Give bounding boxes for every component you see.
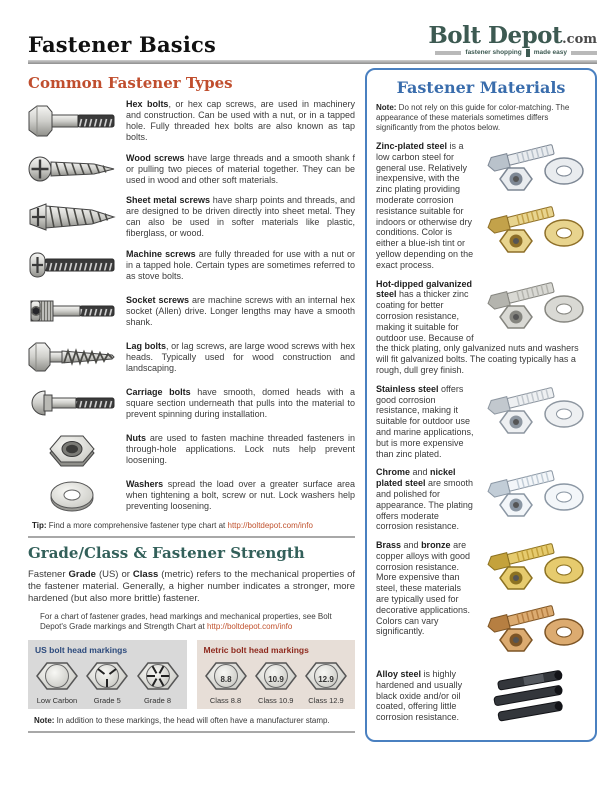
tagline-divider (526, 49, 530, 57)
metric-markings-panel (197, 640, 356, 709)
hex-label: Class 10.9 (258, 696, 294, 705)
title-rule (28, 60, 597, 64)
us-panel-title: US bolt head markings (35, 645, 128, 655)
galvanized-description: Hot-dipped galvanized steel has a thicker zinc coating for better corrosion resistance, making it suitable for outdoor use. Because of the thick plating, only galvanized nuts and washers will fit galvanized bolts. The coating typically has a rough, dull grey finish. (376, 278, 579, 375)
grade-intro: Fastener Grade (US) or Class (metric) refers to the mechanical properties of the fastener material. Generally, a higher number indicates a stronger, more hardened (but also more brittle) fastener. (28, 569, 356, 604)
list-item-sheet-metal-screws (28, 195, 355, 239)
list-item-hex-bolts (28, 99, 355, 143)
svg-text:8.8: 8.8 (219, 675, 232, 684)
zinc-description: Zinc-plated steel is a low carbon steel for general use. Relatively inexpensive, with the zinc plating providing moderate corrosion resistance suitable for indoors or otherwise dry conditions. Color is either a blue-ish tint or yellow depending on the exact process. (376, 141, 474, 270)
class-12-9-hex-icon (304, 658, 348, 694)
logo-wordmark: Bolt Depot (428, 22, 563, 49)
us-low-carbon (35, 658, 79, 705)
grade-5-hex-icon (85, 658, 129, 694)
fastener-materials-box (365, 68, 597, 742)
header (28, 24, 597, 57)
hex-label: Class 12.9 (308, 696, 344, 705)
sheet-metal-screws-description: Sheet metal screws have sharp points and threads, and are designed to be driven directly into sheet metal. They can also be used in softer materials like plastic, fiberglass, or wood. (126, 195, 355, 238)
fastener-materials-heading: Fastener Materials (396, 78, 566, 97)
brass-photo (482, 540, 586, 596)
bronze-photo (482, 602, 586, 658)
bottom-divider (28, 731, 355, 733)
machine-screws-description: Machine screws are fully threaded for use with a nut or in a tapped hole. Certain types are sometimes referred to as stove bolts. (126, 248, 355, 281)
page-title: Fastener Basics (28, 32, 217, 57)
us-grade-8 (136, 658, 180, 705)
lag-bolt-icon (28, 337, 116, 377)
hex-bolt-icon (28, 101, 116, 141)
list-item-nuts (28, 429, 355, 469)
alloy-steel-photo (482, 669, 586, 725)
chrome-photos (482, 467, 586, 523)
galvanized-photo (482, 279, 586, 335)
stainless-photos (482, 384, 586, 440)
low-carbon-hex-icon (35, 658, 79, 694)
logo-tagline (428, 49, 597, 57)
markings-note: Note: In addition to these markings, the head will often have a manufacturer stamp. (34, 716, 330, 725)
hex-label: Grade 8 (143, 696, 172, 705)
materials-note: Note: Do not rely on this guide for color-matching. The appearance of these materials sometimes differs significantly from the photos below. (376, 103, 570, 132)
machine-screw-icon (28, 245, 116, 285)
metric-panel-title: Metric bolt head markings (203, 645, 309, 655)
hex-label: Class 8.8 (209, 696, 242, 705)
list-item-socket-screws (28, 291, 355, 331)
class-10-9-hex-icon (254, 658, 298, 694)
tagline-bar-left (435, 51, 461, 55)
head-markings-panels (28, 640, 355, 709)
left-column (28, 68, 355, 742)
stainless-photo (482, 384, 586, 440)
right-column (365, 68, 597, 742)
grade-8-hex-icon (136, 658, 180, 694)
washer-icon (28, 475, 116, 515)
class-8-8-hex-icon (204, 658, 248, 694)
alloy-photos (482, 669, 586, 725)
chrome-description: Chrome and nickel plated steel are smooth and polished for appearance. The plating offers moderate corrosion resistance. (376, 467, 474, 532)
us-markings-panel (28, 640, 187, 709)
boltdepot-logo (428, 24, 597, 57)
lag-bolts-description: Lag bolts, or lag screws, are large wood screws with hex heads. Typically used for wood construction and landscaping. (126, 340, 356, 373)
list-item-carriage-bolts (28, 383, 355, 423)
list-item-lag-bolts (28, 337, 355, 377)
material-chrome-nickel (376, 467, 586, 532)
zinc-photos (482, 141, 586, 259)
brass-bronze-photos (482, 540, 586, 658)
logo-tld: .com (562, 32, 597, 47)
tagline-left: fastener shopping (465, 48, 522, 56)
galvanized-photos (482, 279, 586, 335)
tip-link[interactable]: http://boltdepot.com/info (227, 521, 313, 530)
socket-screw-icon (28, 291, 116, 331)
alloy-description: Alloy steel is highly hardened and usually black oxide and/or oil coated, offering little corrosion resistance. (376, 669, 463, 723)
hex-label: Low Carbon (36, 696, 78, 705)
nuts-description: Nuts are used to fasten machine threaded fasteners in through-hole applications. Lock nuts help prevent loosening. (126, 432, 355, 465)
material-zinc-plated-steel (376, 141, 586, 271)
svg-text:10.9: 10.9 (267, 675, 284, 684)
material-brass-bronze (376, 540, 586, 661)
list-item-machine-screws (28, 245, 355, 285)
svg-text:12.9: 12.9 (318, 675, 334, 684)
tagline-bar-right (571, 51, 597, 55)
wood-screw-icon (28, 149, 116, 189)
material-stainless-steel (376, 384, 586, 460)
carriage-bolt-icon (28, 383, 116, 423)
grade-chart-note-text: For a chart of fastener grades, head markings and mechanical properties, see Bolt Depot's Grade markings and Strength Chart at (40, 612, 332, 631)
metric-class-88 (204, 658, 248, 705)
metric-class-109 (254, 658, 298, 705)
material-hot-dipped-galvanized (376, 279, 586, 376)
us-grade-5 (85, 658, 129, 705)
grade-chart-note (40, 612, 355, 632)
tagline-right: made easy (533, 48, 567, 56)
tip-text: Tip: Find a more comprehensive fastener type chart at (32, 521, 228, 530)
grade-class-heading: Grade/Class & Fastener Strength (28, 544, 305, 562)
sheet-metal-screw-icon (28, 197, 116, 237)
carriage-bolts-description: Carriage bolts have smooth, domed heads with a square section underneath that pulls into the material to prevent spinning during installation. (126, 386, 355, 419)
stainless-description: Stainless steel offers good corrosion resistance, making it suitable for outdoor use and marine applications, but is more expensive than zinc plated. (376, 383, 474, 459)
socket-screws-description: Socket screws are machine screws with an internal hex socket (Allen) drive. Longer lengths may have a smooth shank. (126, 294, 355, 327)
tip-line (32, 521, 355, 530)
hex-bolts-description: Hex bolts, or hex cap screws, are used in machinery and construction. Can be used with a nut, or in a tapped hole. Fully threaded hex bolts are also known as tap bolts. (126, 99, 356, 142)
material-alloy-steel (376, 669, 586, 728)
list-item-wood-screws (28, 149, 355, 189)
common-fastener-types-heading: Common Fastener Types (28, 74, 233, 92)
washers-description: Washers spread the load over a greater surface area when tightening a bolt, screw or nut. Lock washers help preventing loosening. (126, 478, 355, 511)
wood-screws-description: Wood screws have large threads and a smooth shank f or pulling two pieces of material together. They can be used in wood and other soft materials. (126, 152, 355, 185)
brass-bronze-description: Brass and bronze are copper alloys with good corrosion resistance. More expensive than steel, these materials are typically used for decorative applications. Colors can vary significantly. (376, 540, 471, 637)
chrome-photo (482, 467, 586, 523)
yellow-zinc-photo (482, 203, 586, 259)
nut-icon (28, 429, 116, 469)
metric-class-129 (304, 658, 348, 705)
zinc-plated-photo (482, 141, 586, 197)
hex-label: Grade 5 (93, 696, 121, 705)
section-divider (28, 536, 355, 538)
grade-chart-link[interactable]: http://boltdepot.com/info (206, 622, 293, 631)
list-item-washers (28, 475, 355, 515)
